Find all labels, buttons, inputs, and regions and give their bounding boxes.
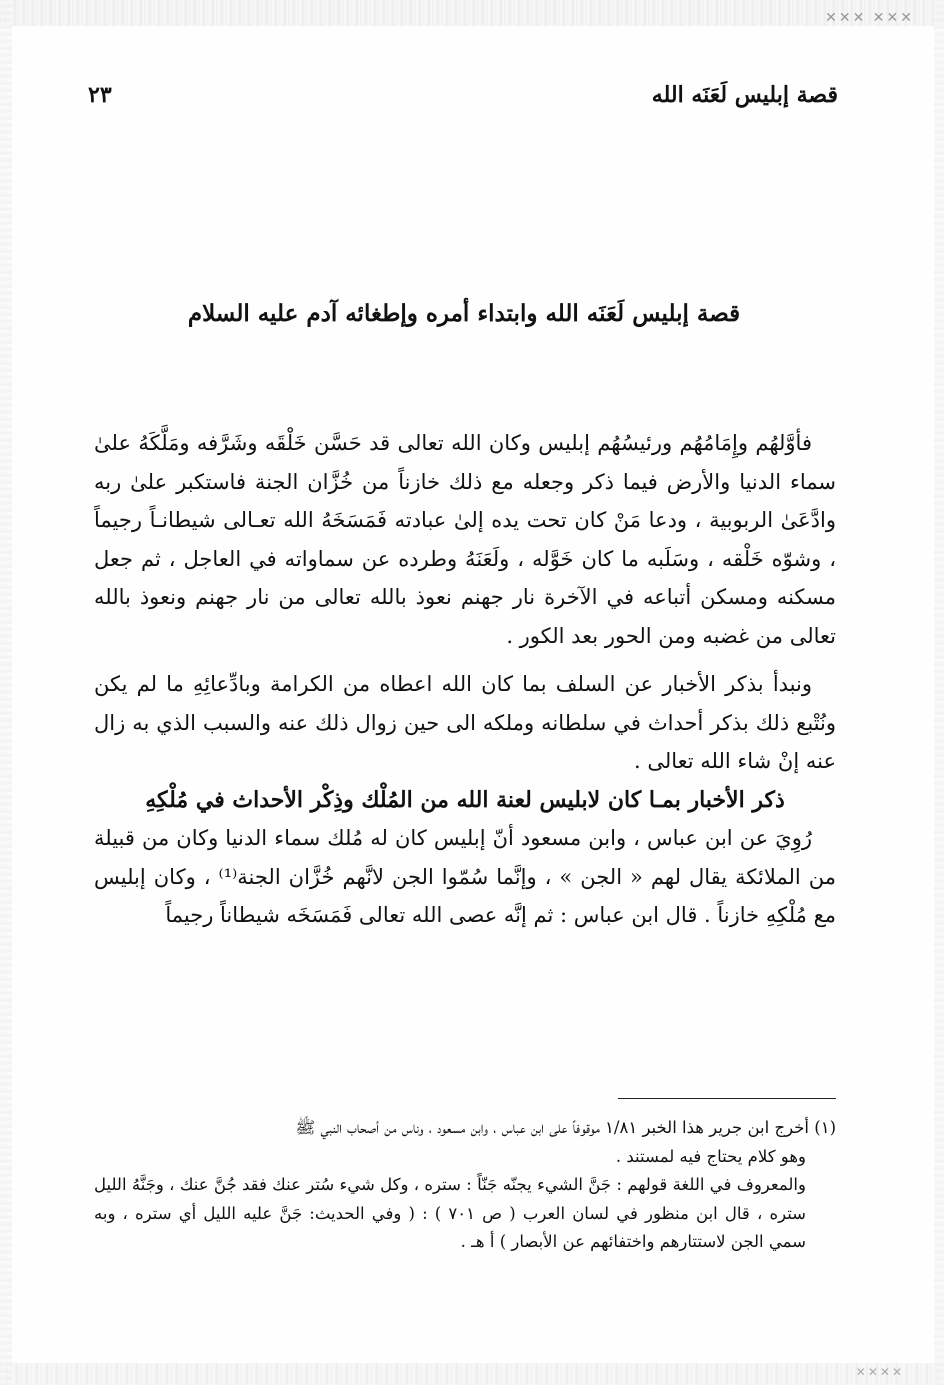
scan-border-bottom — [0, 1363, 944, 1385]
footnote-1-explanation: والمعروف في اللغة قولهم : جَنَّ الشيء يجنّه جَنّاً : ستره ، وكل شيء سُتر عنك فقد جُنَّ عنك ، وجَنَّهُ الليل ستره ، قال ابن منظور في لسان العرب ( ص ٧٠١ ) : ( وفي الحديث: جَنَّ عليه الليل أي ستره ، وبه سمي الجن لاستتارهم واختفائهم عن الأبصار ) أ هـ . — [94, 1175, 807, 1251]
page-header — [88, 82, 838, 118]
paragraph-2: ونبدأ بذكر الأخبار عن السلف بما كان الله اعطاه من الكرامة وبادِّعائِهِ ما لم يكن ونُتْبع ذلك بذكر أحداث في سلطانه وملكه الى حين زوال ذلك عنه والسبب الذي به زال عنه إنْ شاء الله تعالى . — [94, 672, 836, 773]
scan-border-left — [0, 0, 12, 1385]
scan-border-right — [934, 0, 944, 1385]
footnote-1: (١) أخرج ابن جرير هذا الخبر ١/٨١ موقوفاً على ابن عباس ، وابن مسعود ، وناس من أصحاب النبي ﷺ — [295, 1118, 836, 1137]
section-heading: ذكر الأخبار بمـا كان لابليس لعنة الله من المُلْك وذِكْر الأحداث في مُلْكِهِ — [145, 786, 785, 813]
scan-border-top — [0, 0, 944, 26]
chapter-title: قصة إبليس لَعَنَه الله وابتداء أمره وإطغائه آدم عليه السلام — [187, 300, 741, 327]
footnotes — [94, 1114, 836, 1257]
paragraph-3: رُوِيَ عن ابن عباس ، وابن مسعود أنّ إبليس كان له مُلك سماء الدنيا وكان من قبيلة من الملائكة يقال لهم « الجن » ، وإنَّما سُمّوا الجن لانَّهم خُزَّان الجنة⁽¹⁾ ، وكان إبليس مع مُلْكِهِ خازناً . قال ابن عباس : ثم إنَّه عصى الله تعالى فَمَسَخَه شيطاناً رجيماً — [94, 826, 836, 927]
running-title: قصة إبليس لَعَنَه الله — [651, 82, 838, 108]
body-text — [94, 424, 836, 935]
ornament-bottom: ✕✕✕✕ — [855, 1365, 904, 1379]
footnote-divider — [618, 1098, 836, 1099]
ornament-top: ✕✕✕ ✕✕✕ — [825, 10, 914, 26]
footnote-1-continuation: وهو كلام يحتاج فيه لمستند . — [615, 1146, 806, 1166]
page-number: ٢٣ — [88, 82, 112, 108]
paragraph-1: فأوَّلهُم وإِمَامُهُم ورئيسُهُم إبليس وكان الله تعالى قد حَسَّن خَلْقَه وشَرَّفه ومَلَّكَهُ علىٰ سماء الدنيا والأرض فيما ذكر وجعله مع ذلك خازناً من خُزَّان الجنة فاستكبر علىٰ ربه وادَّعَىٰ الربوبية ، ودعا مَنْ كان تحت يده إلىٰ عبادته فَمَسَخَهُ الله تعـالى شيطانـاً رجيماً ، وشوّه خَلْقه ، وسَلَبه ما كان خَوَّله ، ولَعَنَهُ وطرده عن سماواته في العاجل ، ثم جعل مسكنه ومسكن أتباعه في الآخرة نار جهنم نعوذ بالله تعالى من نار جهنم ونعوذ بالله تعالى من غضبه ومن الحور بعد الكور . — [94, 431, 836, 648]
